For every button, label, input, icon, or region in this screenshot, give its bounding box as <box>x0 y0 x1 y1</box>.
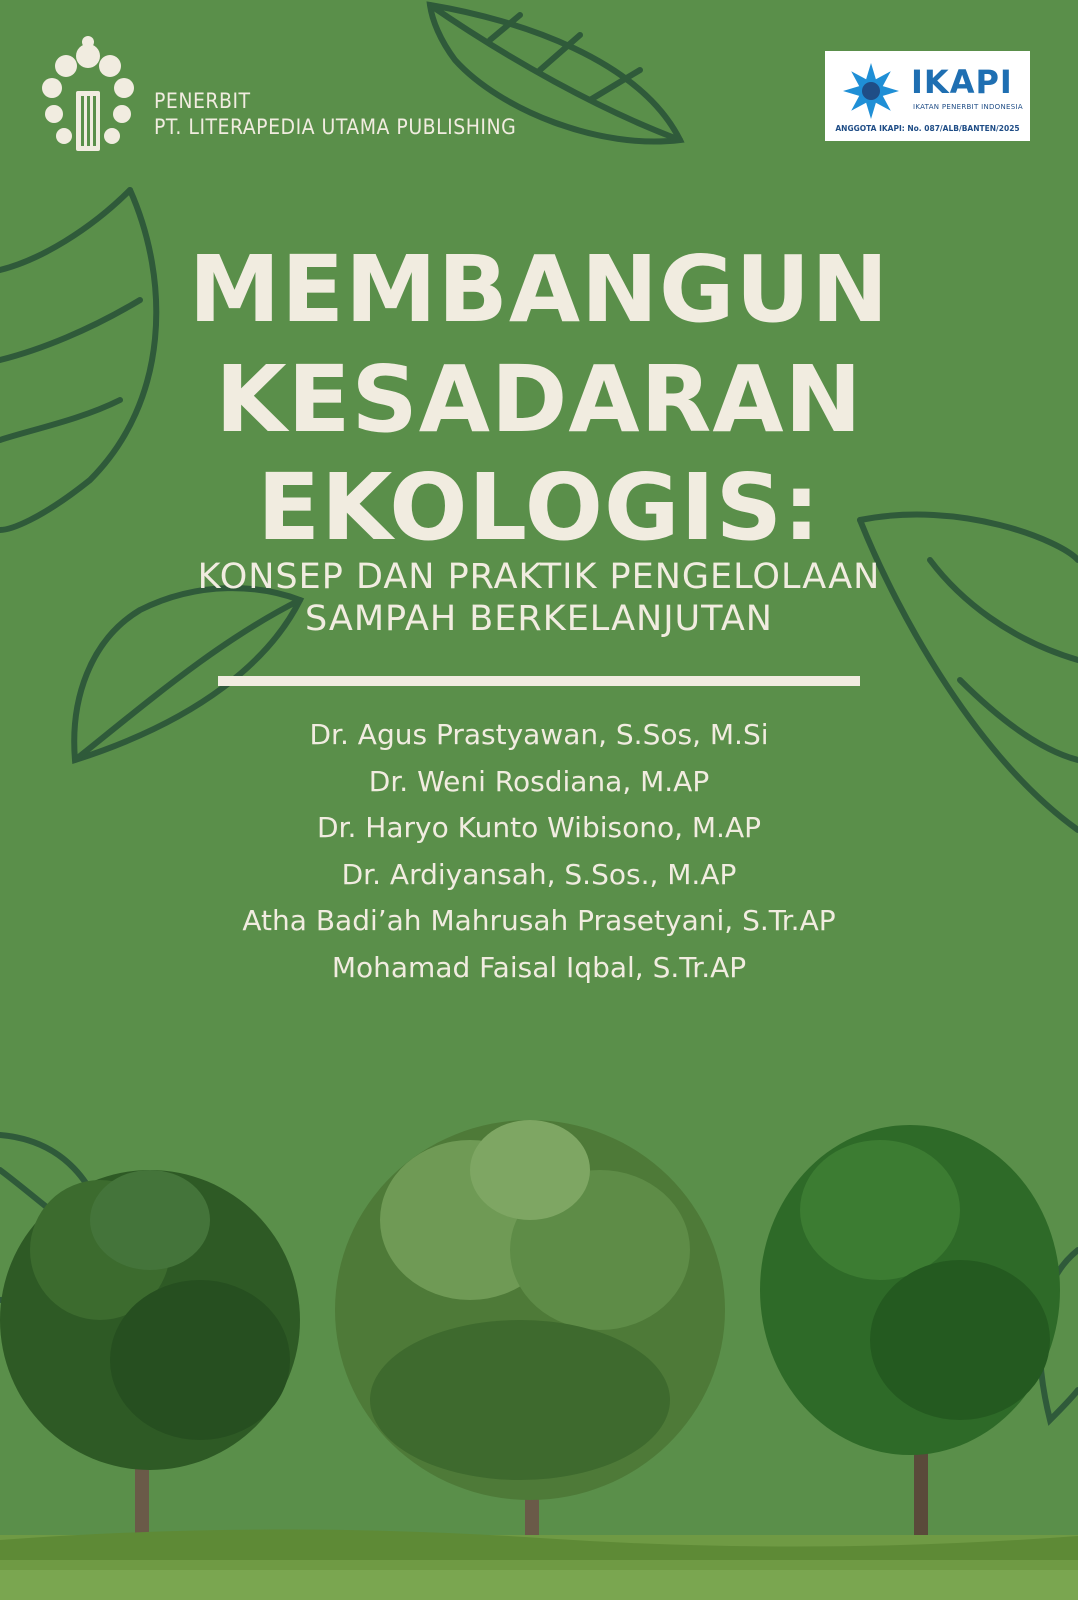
title-line2: KESADARAN <box>215 346 863 453</box>
trees-grass-illustration <box>0 1100 1078 1600</box>
title-divider <box>218 676 860 686</box>
title-line1: MEMBANGUN <box>188 236 890 343</box>
author-name: Dr. Agus Prastyawan, S.Sos, M.Si <box>309 718 769 751</box>
author-name: Atha Badi’ah Mahrusah Prasetyani, S.Tr.AP <box>242 904 836 937</box>
publisher-name <box>154 88 516 140</box>
subtitle-line2: SAMPAH BERKELANJUTAN <box>305 599 773 639</box>
publisher-line1: PENERBIT <box>154 89 251 113</box>
author-name: Dr. Haryo Kunto Wibisono, M.AP <box>317 811 761 844</box>
ikapi-subtitle: IKATAN PENERBIT INDONESIA <box>913 103 1023 111</box>
ikapi-member-number: ANGGOTA IKAPI: No. 087/ALB/BANTEN/2025 <box>835 124 1020 133</box>
subtitle-line1: KONSEP DAN PRAKTIK PENGELOLAAN <box>197 557 881 597</box>
author-name: Dr. Weni Rosdiana, M.AP <box>368 764 710 798</box>
tree-book-logo-icon <box>36 36 140 154</box>
title-line3: EKOLOGIS: <box>257 454 821 561</box>
ikapi-star-icon <box>839 59 903 123</box>
publisher-line2: PT. LITERAPEDIA UTAMA PUBLISHING <box>154 115 517 139</box>
publisher-block <box>36 36 517 156</box>
ikapi-name: IKAPI <box>911 63 1013 101</box>
ikapi-badge <box>825 51 1030 141</box>
author-name: Mohamad Faisal Iqbal, S.Tr.AP <box>331 950 747 984</box>
author-name: Dr. Ardiyansah, S.Sos., M.AP <box>341 857 737 891</box>
author-list <box>0 712 1078 991</box>
